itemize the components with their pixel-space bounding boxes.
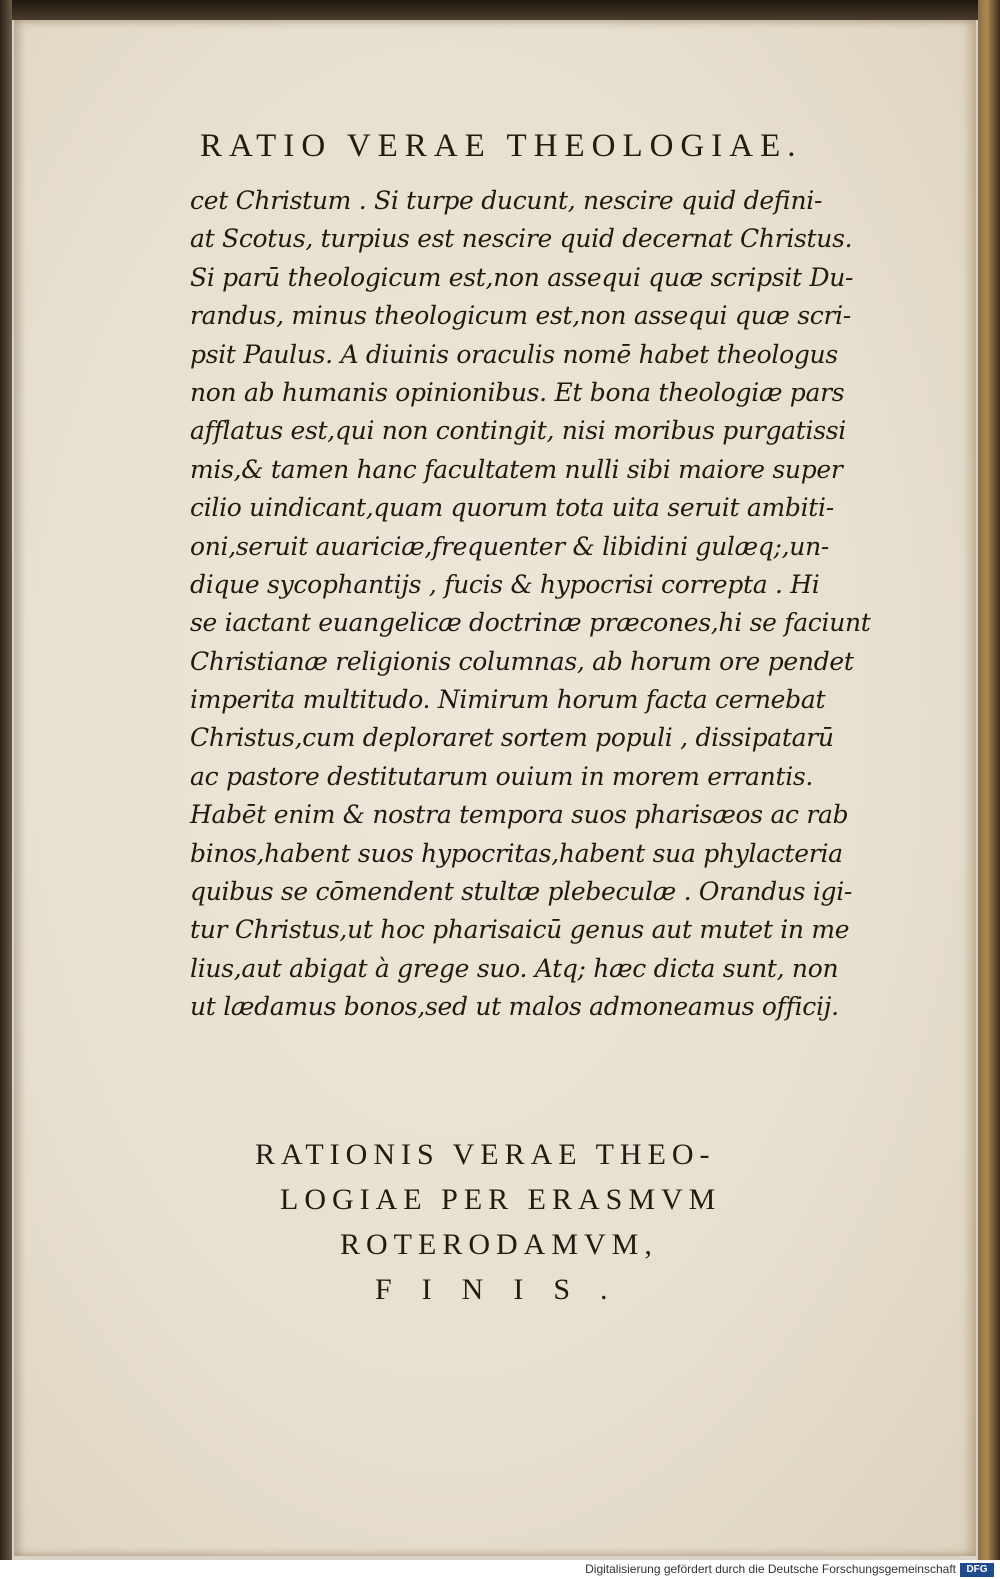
text-line: randus, minus theologicum est,non assequi quæ scri- bbox=[190, 301, 851, 331]
text-line: Christus,cum deploraret sortem populi , dissipatarū bbox=[190, 723, 834, 753]
text-line: Habēt enim & nostra tempora suos pharisæos ac rab bbox=[190, 800, 849, 830]
text-line: at Scotus, turpius est nescire quid decernat Christus. bbox=[190, 224, 853, 254]
text-line: psit Paulus. A diuinis oraculis nomē habet theologus bbox=[190, 339, 838, 369]
colophon-finis: FINIS. bbox=[375, 1273, 638, 1306]
book-binding-top bbox=[0, 0, 1000, 20]
text-line: Si parū theologicum est,non assequi quæ scripsit Du- bbox=[190, 262, 854, 292]
text-line: Christianæ religionis columnas, ab horum ore pendet bbox=[190, 646, 854, 676]
text-line: lius,aut abigat à grege suo. Atq; hæc dicta sunt, non bbox=[190, 953, 839, 983]
text-line: mis,& tamen hanc facultatem nulli sibi maiore super bbox=[190, 454, 843, 484]
book-binding-right bbox=[978, 0, 1000, 1560]
text-line: se iactant euangelicæ doctrinæ præcones,hi se faciunt bbox=[190, 608, 871, 638]
colophon-line: LOGIAE PER ERASMVM bbox=[280, 1183, 722, 1216]
text-line: cet Christum . Si turpe ducunt, nescire quid defini- bbox=[190, 186, 823, 215]
body-text bbox=[190, 182, 890, 1027]
text-line: non ab humanis opinionibus. Et bona theologiæ pars bbox=[190, 377, 845, 407]
text-line: ac pastore destitutarum ouium in morem errantis. bbox=[190, 761, 814, 791]
text-line: binos,habent suos hypocritas,habent sua phylacteria bbox=[190, 838, 843, 868]
text-line: cilio uindicant,quam quorum tota uita seruit ambiti- bbox=[190, 493, 834, 523]
colophon-line: RATIONIS VERAE THEO- bbox=[255, 1138, 716, 1171]
footer-bar bbox=[0, 1560, 1000, 1579]
text-line: dique sycophantijs , fucis & hypocrisi correpta . Hi bbox=[190, 569, 820, 599]
text-line: tur Christus,ut hoc pharisaicū genus aut mutet in me bbox=[190, 915, 850, 945]
text-line: ut lædamus bonos,sed ut malos admoneamus officij. bbox=[190, 992, 839, 1022]
text-line: oni,seruit auariciæ,frequenter & libidini gulæq;,un- bbox=[190, 531, 830, 561]
dfg-logo: DFG bbox=[960, 1563, 994, 1577]
colophon bbox=[200, 1132, 900, 1312]
funding-credit: Digitalisierung gefördert durch die Deutsche Forschungsgemeinschaft bbox=[585, 1562, 956, 1576]
colophon-line: ROTERODAMVM, bbox=[340, 1228, 658, 1261]
text-line: afflatus est,qui non contingit, nisi moribus purgatissi bbox=[190, 416, 846, 446]
text-line: quibus se cōmendent stultæ plebeculæ . Orandus igi- bbox=[190, 877, 853, 907]
text-line: imperita multitudo. Nimirum horum facta cernebat bbox=[190, 685, 826, 715]
book-binding-left bbox=[0, 0, 12, 1560]
running-head: RATIO VERAE THEOLOGIAE. bbox=[200, 128, 803, 164]
